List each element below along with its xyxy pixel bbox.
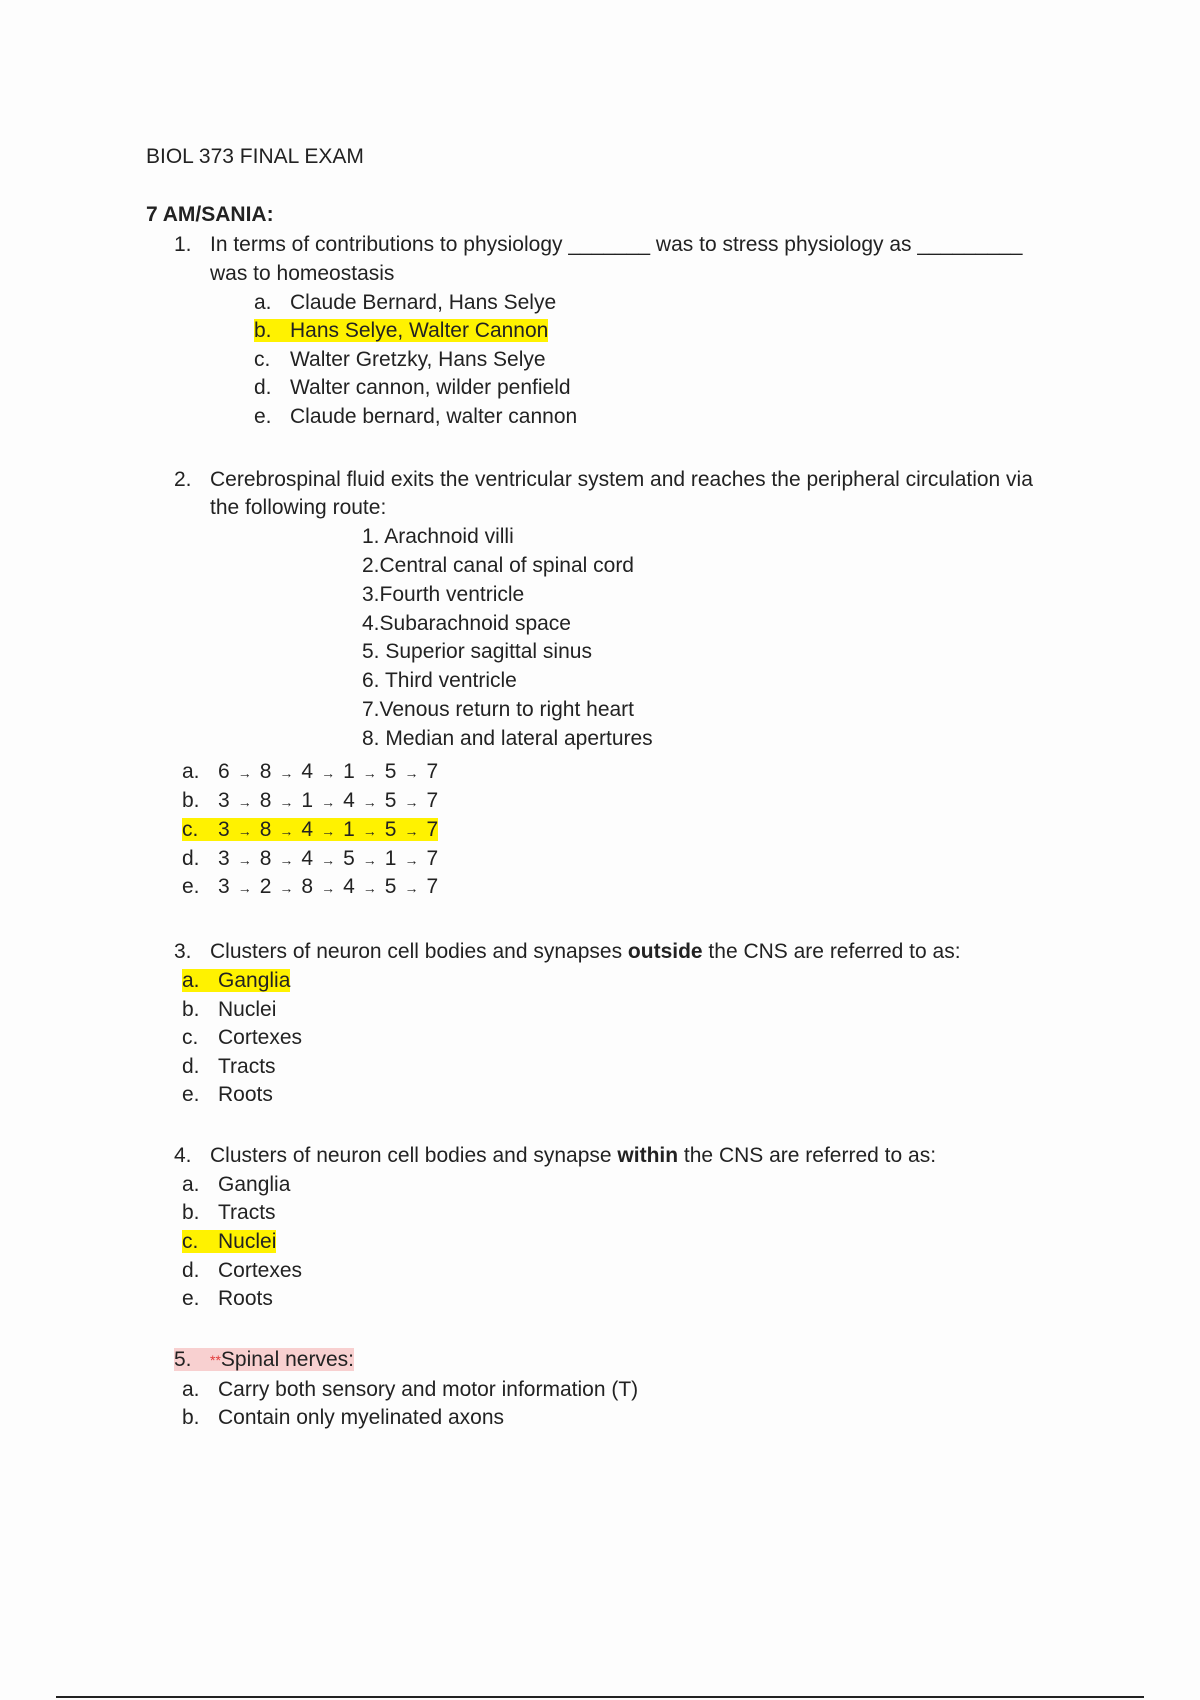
arrow-icon: → <box>362 852 377 868</box>
section-heading: 7 AM/SANIA: <box>146 203 274 226</box>
arrow-icon: → <box>404 880 419 896</box>
q1-option-a: a. Claude Bernard, Hans Selye <box>254 291 557 314</box>
q2-route-item: 1. Arachnoid villi <box>362 525 514 548</box>
arrow-icon: → <box>279 852 294 868</box>
footer-rule <box>56 1696 1144 1698</box>
q4-option-d: d. Cortexes <box>182 1259 303 1282</box>
q2-route-item: 3.Fourth ventricle <box>362 583 525 606</box>
q2-route-item: 6. Third ventricle <box>362 669 517 692</box>
q2-option-a: a. 6 → 8 → 4 → 1 → 5 → 7 <box>182 758 438 787</box>
q3-option-d: d. Tracts <box>182 1055 276 1078</box>
q3-option-a: a. Ganglia <box>182 969 291 992</box>
q2-option-e: e. 3 → 2 → 8 → 4 → 5 → 7 <box>182 873 438 902</box>
doc-title: BIOL 373 FINAL EXAM <box>146 145 364 168</box>
arrow-icon: → <box>237 765 252 781</box>
q3-option-e: e. Roots <box>182 1083 273 1106</box>
arrow-icon: → <box>404 823 419 839</box>
q2-line-1 <box>174 466 1033 494</box>
q2-option-c: c. 3 → 8 → 4 → 1 → 5 → 7 <box>182 816 438 845</box>
q2-route-item: 4.Subarachnoid space <box>362 612 571 635</box>
arrow-icon: → <box>321 823 336 839</box>
arrow-icon: → <box>404 794 419 810</box>
arrow-icon: → <box>362 794 377 810</box>
q2-number: 2. <box>174 468 192 491</box>
q4-option-c: c. Nuclei <box>182 1230 277 1253</box>
q1-number: 1. <box>174 233 192 256</box>
q1-line-1 <box>174 231 1023 259</box>
arrow-icon: → <box>404 852 419 868</box>
arrow-icon: → <box>237 823 252 839</box>
arrow-icon: → <box>321 852 336 868</box>
arrow-icon: → <box>362 823 377 839</box>
q2-route-item: 7.Venous return to right heart <box>362 698 635 721</box>
arrow-icon: → <box>321 880 336 896</box>
q4-option-b: b. Tracts <box>182 1201 276 1224</box>
arrow-icon: → <box>362 765 377 781</box>
q3-option-c: c. Cortexes <box>182 1026 303 1049</box>
arrow-icon: → <box>321 794 336 810</box>
q5-option-a: a. Carry both sensory and motor information (T) <box>182 1378 639 1401</box>
q1-line-2: was to homeostasis <box>210 262 395 285</box>
q2-route-item: 2.Central canal of spinal cord <box>362 554 634 577</box>
q5-option-b: b. Contain only myelinated axons <box>182 1406 505 1429</box>
q2-route-item: 8. Median and lateral apertures <box>362 727 653 750</box>
arrow-icon: → <box>404 765 419 781</box>
q2-route-item: 5. Superior sagittal sinus <box>362 640 592 663</box>
arrow-icon: → <box>279 880 294 896</box>
q1-text: In terms of contributions to physiology _______ was to stress physiology as _________ <box>210 233 1023 256</box>
q4-option-e: e. Roots <box>182 1287 273 1310</box>
q1-option-d: d. Walter cannon, wilder penfield <box>254 376 571 399</box>
q2-text: Cerebrospinal fluid exits the ventricular system and reaches the peripheral circulation via <box>210 468 1033 491</box>
q2-line-2: the following route: <box>210 496 387 519</box>
q3-line: 3. Clusters of neuron cell bodies and synapses outside the CNS are referred to as: <box>174 940 961 963</box>
q4-option-a: a. Ganglia <box>182 1173 291 1196</box>
q1-option-c: c. Walter Gretzky, Hans Selye <box>254 348 546 371</box>
q2-option-d: d. 3 → 8 → 4 → 5 → 1 → 7 <box>182 845 438 874</box>
q3-option-b: b. Nuclei <box>182 998 277 1021</box>
arrow-icon: → <box>279 794 294 810</box>
q1-option-b: b. Hans Selye, Walter Cannon <box>254 319 549 342</box>
q5-stars: ** <box>210 1352 221 1368</box>
q4-line: 4. Clusters of neuron cell bodies and synapse within the CNS are referred to as: <box>174 1144 937 1167</box>
q2-option-b: b. 3 → 8 → 1 → 4 → 5 → 7 <box>182 787 438 816</box>
q5-line: 5. **Spinal nerves: <box>174 1348 354 1371</box>
arrow-icon: → <box>279 823 294 839</box>
arrow-icon: → <box>279 765 294 781</box>
arrow-icon: → <box>237 794 252 810</box>
arrow-icon: → <box>237 880 252 896</box>
arrow-icon: → <box>362 880 377 896</box>
arrow-icon: → <box>321 765 336 781</box>
arrow-icon: → <box>237 852 252 868</box>
q1-option-e: e. Claude bernard, walter cannon <box>254 405 578 428</box>
